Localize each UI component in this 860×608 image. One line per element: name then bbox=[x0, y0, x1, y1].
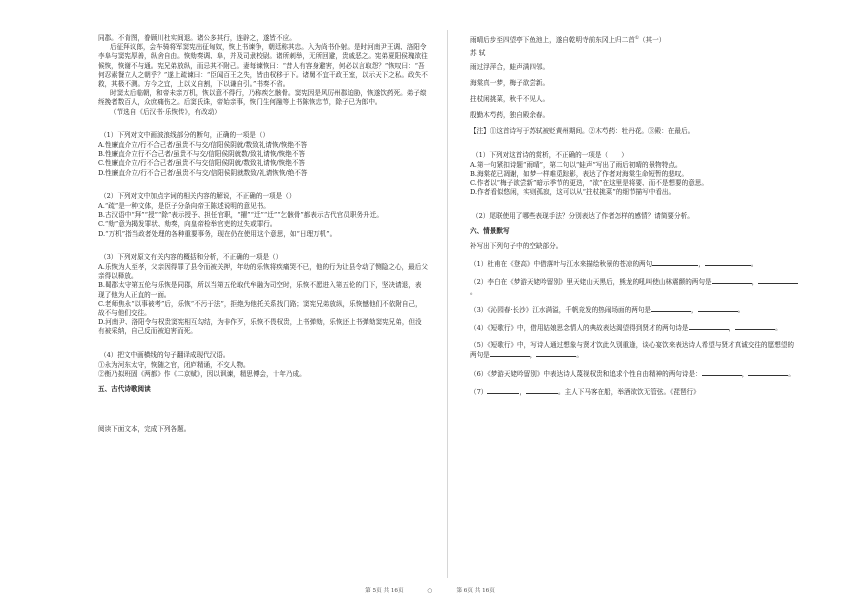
answer-blank[interactable] bbox=[536, 350, 576, 357]
fill-item-4: （4）《短歌行》中，借用姑娘思念情人的典故表达渴望得到贤才的两句诗是 ， 。 bbox=[470, 324, 782, 333]
poem-author: 苏 轼 bbox=[470, 49, 486, 58]
passage-paragraph: 时窦太后临朝，和帝未亲万机，恢以意不得行，乃称疾乞骸骨。窦宪因是风厉州郡迫胁，恢遂饮药死。弟子缞绖挽者数百人，众庶痛伤之。后窦氏诛，帝始亲事，恢门生何融等上书陈恢忠节，除子已为郎中。 bbox=[98, 89, 427, 107]
question-2-option-d: D.“万机”指当政者处理的各种重要事务，现在仍在使用这个意思，如“日理万机”。 bbox=[98, 229, 337, 238]
question-3-option-b: B.蜀郡太守第五伦与乐恢是同郡，所以当第五伦取代牟融为司空时，乐恢不愿进入第五伦的门下，坚决请退，表现了他为人正直的一面。 bbox=[98, 281, 422, 299]
answer-blank[interactable] bbox=[705, 259, 751, 266]
poem-question-1-option-d: D.作者看似悠闲，实则孤寂，这可以从“拄杖挑菜”的细节描写中看出。 bbox=[470, 188, 676, 197]
section-5-heading: 五、古代诗歌阅读 bbox=[98, 385, 151, 394]
fill-item-2: （2）李白在《梦游天姥吟留别》里天姥山天黑后，熊龙的吼叫使山林震颤的两句是 ，。 bbox=[470, 277, 800, 296]
passage-paragraph: 后征拜议郎，会车骑将军窦宪出征匈奴，恢上书谏争，朝廷称其忠。入为尚书仆射。是时河南尹王调、洛阳令李阜与窦宪厚善，纵舍自由。恢劾奏调、阜，并及司隶校尉。诸所刺举，无所回避，贵戚恶之。宪弟夏阳侯瑰欲往候恢，恢谢不与通。宪兄弟放纵，而忌其不附己。妻每谏恢曰：“昔人有容身避害，何必以言取怨？”恢叹曰：“吾何忍素餐立人之朝乎？”遂上疏谏曰：“臣闻百王之失，皆由权移于下。诸舅不宜干政王室，以示天下之私。政失不救，其极不测。方今之宜，上以义自割，下以谦自引。”书奏不省。 bbox=[98, 43, 428, 89]
poem-line: 雨过浮萍合，蛙声满四邻。 bbox=[470, 62, 550, 71]
question-1-option-a: A.性廉直介立/行不合己者/虽贵不与交/信阳侯阴就/数致礼请恢/恢绝不答 bbox=[98, 141, 308, 150]
page-divider bbox=[447, 30, 448, 578]
answer-blank[interactable] bbox=[698, 305, 738, 312]
left-page-number: 第 5页 共 16页 bbox=[365, 588, 404, 594]
reading-instruction: 阅读下面文本，完成下列各题。 bbox=[98, 424, 191, 433]
section-6-heading: 六、情景默写 bbox=[470, 226, 510, 235]
poem-line: 殷勤木芍药，独自殿余春。 bbox=[470, 111, 550, 120]
answer-blank[interactable] bbox=[758, 277, 798, 284]
right-page-column bbox=[470, 34, 800, 397]
page-footer bbox=[0, 586, 860, 594]
answer-blank[interactable] bbox=[487, 387, 519, 394]
poem-question-1-stem: （1）下列对这首诗的赏析，不正确的一项是（ ） bbox=[472, 150, 628, 159]
answer-blank[interactable] bbox=[712, 277, 752, 284]
passage-source: （节选自《后汉书·乐恢传》，有改动） bbox=[110, 107, 221, 116]
poem-question-2: （2）尾联使用了哪些表现手法？分别表达了作者怎样的感情？请简要分析。 bbox=[472, 211, 694, 220]
poem-question-1-option-a: A.第一句紧扣诗题“雨晴”，第二句以“蛙声”写出了雨后初晴的景物特点。 bbox=[470, 160, 682, 169]
page-separator-icon: ○ bbox=[427, 588, 433, 594]
question-1-option-d: D.性廉直介立/行不合己者/虽贵不与交/信阳侯阴就数致/礼请恢恢/绝不答 bbox=[98, 168, 308, 177]
fill-item-6: （6）《梦游天姥吟留别》中表达诗人蔑视权贵和追求个性自由精神的两句诗是： ， 。 bbox=[470, 369, 795, 378]
passage-paragraph: 同郡。不肯图，眷顾川杜实间退。诸公多其行，连辟之，遂皆不应。 bbox=[98, 34, 296, 42]
question-3-option-c: C.老师焦永“以事被考”后，乐恢“不污于法”，拒绝为他托关系找门路；窦宪兄弟放纵，乐恢憾他们不依附自己，故不与他们交往。 bbox=[98, 299, 422, 318]
question-2-option-c: C.“劾”意为揭发罪状、劾奏，向皇帝检举官吏的过失或罪行。 bbox=[98, 220, 277, 229]
answer-blank[interactable] bbox=[652, 259, 698, 266]
poem-question-1-option-b: B.海棠花已凋谢，如梦一样难觅踪影，表达了作者对海棠生命短暂的悲叹。 bbox=[470, 170, 688, 179]
answer-blank[interactable] bbox=[490, 350, 530, 357]
question-2-stem: （2）下列对文中加点字词的相关内容的解说，不正确的一项是（） bbox=[100, 191, 296, 200]
right-page-number: 第 6页 共 16页 bbox=[456, 588, 495, 594]
fill-item-7: （7） ， 。主人下马客在船，举酒欲饮无管弦。《琵琶行》 bbox=[470, 387, 700, 396]
poem-line: 拄杖闲挑菜，秋千不见人。 bbox=[470, 95, 550, 103]
question-4-stem: （4）把文中画横线的句子翻译成现代汉语。 bbox=[100, 350, 230, 359]
answer-blank[interactable] bbox=[689, 323, 729, 330]
answer-blank[interactable] bbox=[702, 369, 742, 376]
question-4-item-1: ①永为河东太守，恢随之官，闭庐精诵，不交人物。 bbox=[98, 360, 250, 369]
question-1-stem: （1）下列对文中画波浪线部分的断句，正确的一项是（） bbox=[100, 130, 270, 139]
question-3-stem: （3）下列对原文有关内容的概括和分析，不正确的一项是（） bbox=[100, 252, 283, 261]
question-2-option-b: B.古汉语中“拜”“授”“除”表示授予、担任官职，“擢”“迁”“迁”“乞骸骨”都表示古代官员职务升迁。 bbox=[98, 211, 383, 220]
fill-item-5: （5）《短歌行》中，写诗人通过想象与贤才饮此久别重逢，谈心宴饮来表达诗人希望与贤才真诚交往的愿想望的两句是 ， 。 bbox=[470, 341, 794, 360]
answer-blank[interactable] bbox=[526, 387, 558, 394]
answer-blank[interactable] bbox=[748, 369, 788, 376]
question-2-option-a: A.“疏”是一种文体，是臣子分条向帝王陈述说明的意见书。 bbox=[98, 202, 270, 211]
question-4-item-2: ②衡乃拟班固《两都》作《二京赋》，因以讽谏，精思傅会，十年乃成。 bbox=[98, 370, 306, 379]
question-3-option-d: D.河南尹、洛阳令与权贵窦宪相互勾结，为非作歹，乐恢不畏权贵，上书弹劾，乐恢还上书弹劾窦宪兄弟，但没有被采纳，自己反而被迫害而死。 bbox=[98, 318, 422, 336]
fill-item-3: （3）《沁园春·长沙》江水满溢，千帆竞发的热闹场面的两句是 ， 。 bbox=[470, 305, 745, 314]
poem-title: 雨晴后步至四望亭下鱼池上，遂自乾明寺前东冈上归二首①（其一） bbox=[470, 36, 666, 45]
fill-intro: 补写出下列句子中的空缺部分。 bbox=[470, 242, 563, 251]
answer-blank[interactable] bbox=[735, 323, 775, 330]
poem-question-1-option-c: C.作者以“梅子欲尝新”暗示季节的更迭，“欲”在这里是将要、而不是想要的意思。 bbox=[470, 179, 708, 188]
question-1-option-b: B.性廉直介立行不合己者/虽贵不与交/信阳侯阴就数/致礼请恢/恢绝不答 bbox=[98, 150, 306, 159]
question-1-option-c: C.性廉直介立/行不合己者/虽贵不与交信阳侯阴就/数致礼请恢/恢绝不答 bbox=[98, 159, 306, 168]
poem-line: 海棠真一梦，梅子欲尝新。 bbox=[470, 78, 550, 87]
fill-item-1: （1）杜甫在《登高》中借落叶与江水来描绘秋景的苍凉的两句 ， 。 bbox=[470, 260, 758, 269]
left-page-column bbox=[98, 34, 428, 434]
question-3-option-a: A.乐恢为人至孝，父亲因得罪了县令而被关押，年幼的乐恢将疾痛哭不已，他的行为让县令动了恻隐之心，最后父亲得以释放。 bbox=[98, 263, 428, 281]
poem-note: 【注】①这首诗写于苏轼被贬黄州期间。②木芍药：牡丹花。③殿：在最后。 bbox=[470, 127, 695, 136]
answer-blank[interactable] bbox=[651, 305, 691, 312]
